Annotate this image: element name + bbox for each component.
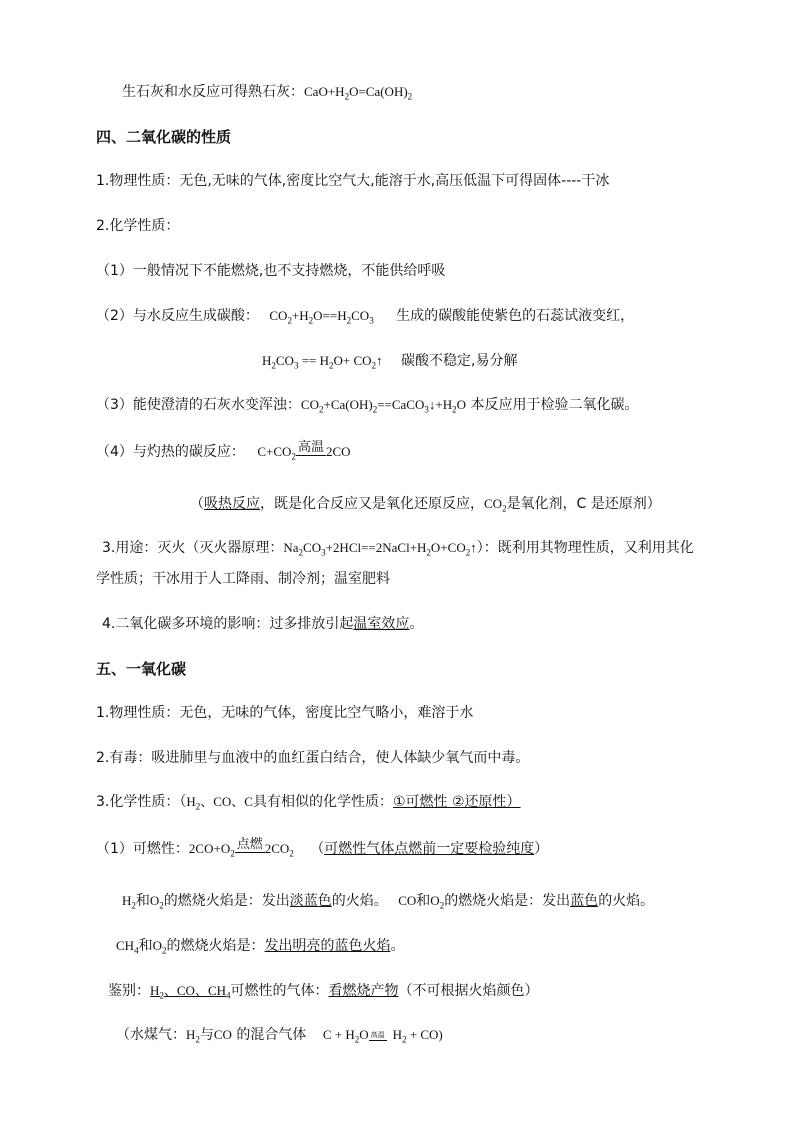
formula: +H bbox=[291, 308, 309, 323]
text: （ bbox=[310, 841, 325, 857]
sub: 2 bbox=[329, 360, 334, 371]
co2-physical: 1.物理性质：无色,无味的气体,密度比空气大,能溶于水,高压低温下可得固体----干冰 bbox=[96, 173, 610, 189]
sub: 3 bbox=[293, 360, 299, 371]
text: 3.化学性质：（ bbox=[96, 794, 187, 810]
formula: C+CO bbox=[257, 444, 292, 459]
formula: 、CO、CH bbox=[163, 983, 227, 998]
text: ） bbox=[534, 841, 549, 857]
co2-chem-4b bbox=[190, 494, 661, 514]
reaction-condition bbox=[369, 1031, 387, 1045]
sub: 4 bbox=[226, 990, 231, 1001]
formula: O bbox=[430, 893, 440, 908]
co2-environment bbox=[102, 614, 423, 634]
text: 与 bbox=[199, 1027, 214, 1043]
condition-label: 高温 bbox=[297, 440, 324, 455]
text: （ bbox=[190, 496, 204, 512]
sub: 3 bbox=[321, 547, 326, 558]
formula: C + H bbox=[322, 1027, 355, 1042]
formula: 、CO、C bbox=[200, 794, 253, 809]
text: （水煤气： bbox=[116, 1027, 186, 1043]
text: （4）与灼热的碳反应： bbox=[96, 444, 245, 460]
text: （3）能使澄清的石灰水变浑浊： bbox=[96, 397, 301, 413]
text: 的燃烧火焰是： bbox=[166, 938, 265, 954]
formula: +2HCl==2NaCl+H bbox=[325, 540, 427, 555]
text: 3.用途：灭火（灭火器原理： bbox=[102, 540, 284, 556]
co-combustibility bbox=[96, 838, 548, 864]
co2-chem-2b bbox=[262, 351, 517, 371]
formula: H bbox=[122, 893, 132, 908]
formula: CH bbox=[116, 938, 135, 953]
formula: O+CO bbox=[430, 540, 466, 555]
formula: CO bbox=[484, 496, 503, 511]
formula: +H bbox=[435, 397, 453, 412]
sub: 2 bbox=[372, 404, 378, 415]
sub: 2 bbox=[161, 945, 167, 956]
text: 。 bbox=[390, 938, 405, 954]
formula: CaO+H bbox=[304, 84, 345, 99]
underlined-term: ①可燃性 ②还原性） bbox=[392, 794, 521, 810]
water-gas bbox=[116, 1025, 443, 1051]
co-physical: 1.物理性质：无色，无味的气体，密度比空气略小，难溶于水 bbox=[96, 705, 474, 721]
formula: H bbox=[150, 983, 160, 998]
underlined-term: 看燃烧产物 bbox=[328, 983, 399, 999]
text: ，既是化合反应又是氧化还原反应， bbox=[260, 496, 484, 512]
formula: CO bbox=[351, 308, 370, 323]
sub: 2 bbox=[402, 1034, 407, 1045]
formula: H bbox=[186, 1027, 196, 1042]
text: 碳酸不稳定,易分解 bbox=[401, 353, 518, 369]
sub: 2 bbox=[318, 404, 324, 415]
sub: 2 bbox=[346, 315, 352, 326]
co2-chem-2 bbox=[96, 306, 634, 326]
formula: O bbox=[359, 1027, 369, 1042]
formula: H bbox=[262, 353, 272, 368]
text: 生石灰和水反应可得熟石灰： bbox=[122, 84, 304, 100]
sub: 2 bbox=[131, 900, 136, 911]
underlined-term: 可燃性气体点燃前一定要检验纯度 bbox=[324, 841, 535, 857]
underlined-term: 发出明亮的蓝色火焰 bbox=[264, 938, 391, 954]
formula: +Ca(OH) bbox=[323, 397, 373, 412]
sub: 2 bbox=[271, 360, 276, 371]
formula: H bbox=[186, 794, 196, 809]
flame-h2-co bbox=[122, 891, 654, 911]
sub: 2 bbox=[195, 1034, 200, 1045]
formula: CO bbox=[275, 353, 294, 368]
formula: O bbox=[456, 397, 466, 412]
sub: 2 bbox=[291, 451, 296, 462]
formula: 2CO+O bbox=[188, 841, 231, 856]
co-chemical bbox=[96, 792, 521, 812]
formula: CO bbox=[269, 308, 288, 323]
underlined-term: 蓝色 bbox=[570, 893, 599, 909]
formula: 2CO bbox=[264, 841, 290, 856]
condition-label: 点燃 bbox=[236, 837, 263, 852]
sub: 2 bbox=[465, 547, 471, 558]
formula: == H bbox=[301, 353, 330, 368]
section-heading-co2: 四、二氧化碳的性质 bbox=[96, 128, 232, 146]
text: 具有相似的化学性质： bbox=[252, 794, 393, 810]
underlined-term: 温室效应 bbox=[353, 616, 410, 632]
formula: Na bbox=[283, 540, 299, 555]
formula: CO bbox=[300, 397, 319, 412]
formula: 2CO bbox=[325, 444, 351, 459]
formula: O bbox=[152, 938, 162, 953]
section-heading-co: 五、一氧化碳 bbox=[96, 660, 187, 678]
sub: 2 bbox=[439, 900, 445, 911]
text: 是氧化剂，C 是还原剂） bbox=[506, 496, 661, 512]
sub: 2 bbox=[426, 547, 431, 558]
sub: 2 bbox=[298, 547, 304, 558]
co2-uses bbox=[102, 538, 694, 558]
up-arrow-icon: ↑ bbox=[376, 353, 383, 368]
sub: 2 bbox=[289, 848, 294, 859]
text: （不可根据火焰颜色） bbox=[398, 983, 539, 999]
text: 可燃性的气体： bbox=[230, 983, 329, 999]
formula: + CO) bbox=[409, 1027, 443, 1042]
identification bbox=[108, 981, 539, 1001]
up-arrow-icon: ↑ bbox=[470, 540, 477, 555]
down-arrow-icon: ↓ bbox=[428, 397, 436, 412]
text: ）：既利用其物理性质，又利用其化 bbox=[476, 540, 694, 556]
formula: O bbox=[149, 893, 160, 908]
sub: 2 bbox=[502, 503, 507, 514]
text: 鉴别： bbox=[108, 983, 150, 999]
formula: ==CaCO bbox=[377, 397, 425, 412]
text: 。 bbox=[409, 616, 424, 632]
formula: CO bbox=[303, 540, 322, 555]
co2-chem-4 bbox=[96, 441, 351, 467]
formula: O==H bbox=[313, 308, 347, 323]
text: 和 bbox=[138, 938, 153, 954]
text: 生成的碳酸能使紫色的石蕊试液变红， bbox=[396, 308, 635, 324]
flame-ch4 bbox=[116, 936, 404, 956]
formula: CO bbox=[213, 1027, 232, 1042]
sub: 2 bbox=[308, 315, 314, 326]
co-toxic: 2.有毒：吸进肺里与血液中的血红蛋白结合，使人体缺少氧气而中毒。 bbox=[96, 750, 530, 766]
sub: 4 bbox=[134, 945, 139, 956]
sub: 2 bbox=[287, 315, 292, 326]
text: 的燃烧火焰是：发出 bbox=[163, 893, 290, 909]
formula: H bbox=[392, 1027, 403, 1042]
text: 4.二氧化碳多环境的影响：过多排放引起 bbox=[102, 616, 354, 632]
formula: O=Ca(OH) bbox=[349, 84, 408, 99]
sub: 2 bbox=[344, 91, 350, 102]
formula: CO bbox=[398, 893, 417, 908]
co2-chem-1: （1）一般情况下不能燃烧,也不支持燃烧，不能供给呼吸 bbox=[96, 263, 446, 279]
sub: 2 bbox=[159, 990, 164, 1001]
quicklime-line bbox=[122, 82, 412, 102]
text: 的火焰。 bbox=[331, 893, 388, 909]
reaction-condition bbox=[235, 838, 265, 859]
underlined-term: 淡蓝色 bbox=[289, 893, 332, 909]
sub: 3 bbox=[424, 404, 429, 415]
sub: 2 bbox=[230, 848, 235, 859]
text: 本反应用于检验二氧化碳。 bbox=[466, 397, 639, 413]
sub: 2 bbox=[195, 801, 201, 812]
sub: 2 bbox=[407, 91, 413, 102]
text: （1）可燃性： bbox=[96, 841, 189, 857]
co2-chem-3 bbox=[96, 395, 638, 415]
underlined-term: 吸热反应 bbox=[204, 496, 260, 512]
text: 和 bbox=[416, 893, 431, 909]
condition-label: 高温 bbox=[370, 1031, 385, 1039]
sub: 3 bbox=[369, 315, 374, 326]
text: 的混合气体 bbox=[236, 1027, 307, 1043]
text: 的火焰。 bbox=[598, 893, 655, 909]
text: 和 bbox=[135, 893, 150, 909]
text: 的燃烧火焰是：发出 bbox=[444, 893, 571, 909]
sub: 2 bbox=[371, 360, 377, 371]
co2-uses-cont: 学性质；干冰用于人工降雨、制冷剂；温室肥料 bbox=[96, 571, 390, 587]
sub: 2 bbox=[354, 1034, 360, 1045]
co2-chemical: 2.化学性质： bbox=[96, 218, 180, 234]
sub: 2 bbox=[452, 404, 457, 415]
formula: O+ CO bbox=[333, 353, 372, 368]
reaction-condition bbox=[296, 441, 326, 462]
text: （2）与水反应生成碳酸： bbox=[96, 308, 259, 324]
sub: 2 bbox=[159, 900, 164, 911]
